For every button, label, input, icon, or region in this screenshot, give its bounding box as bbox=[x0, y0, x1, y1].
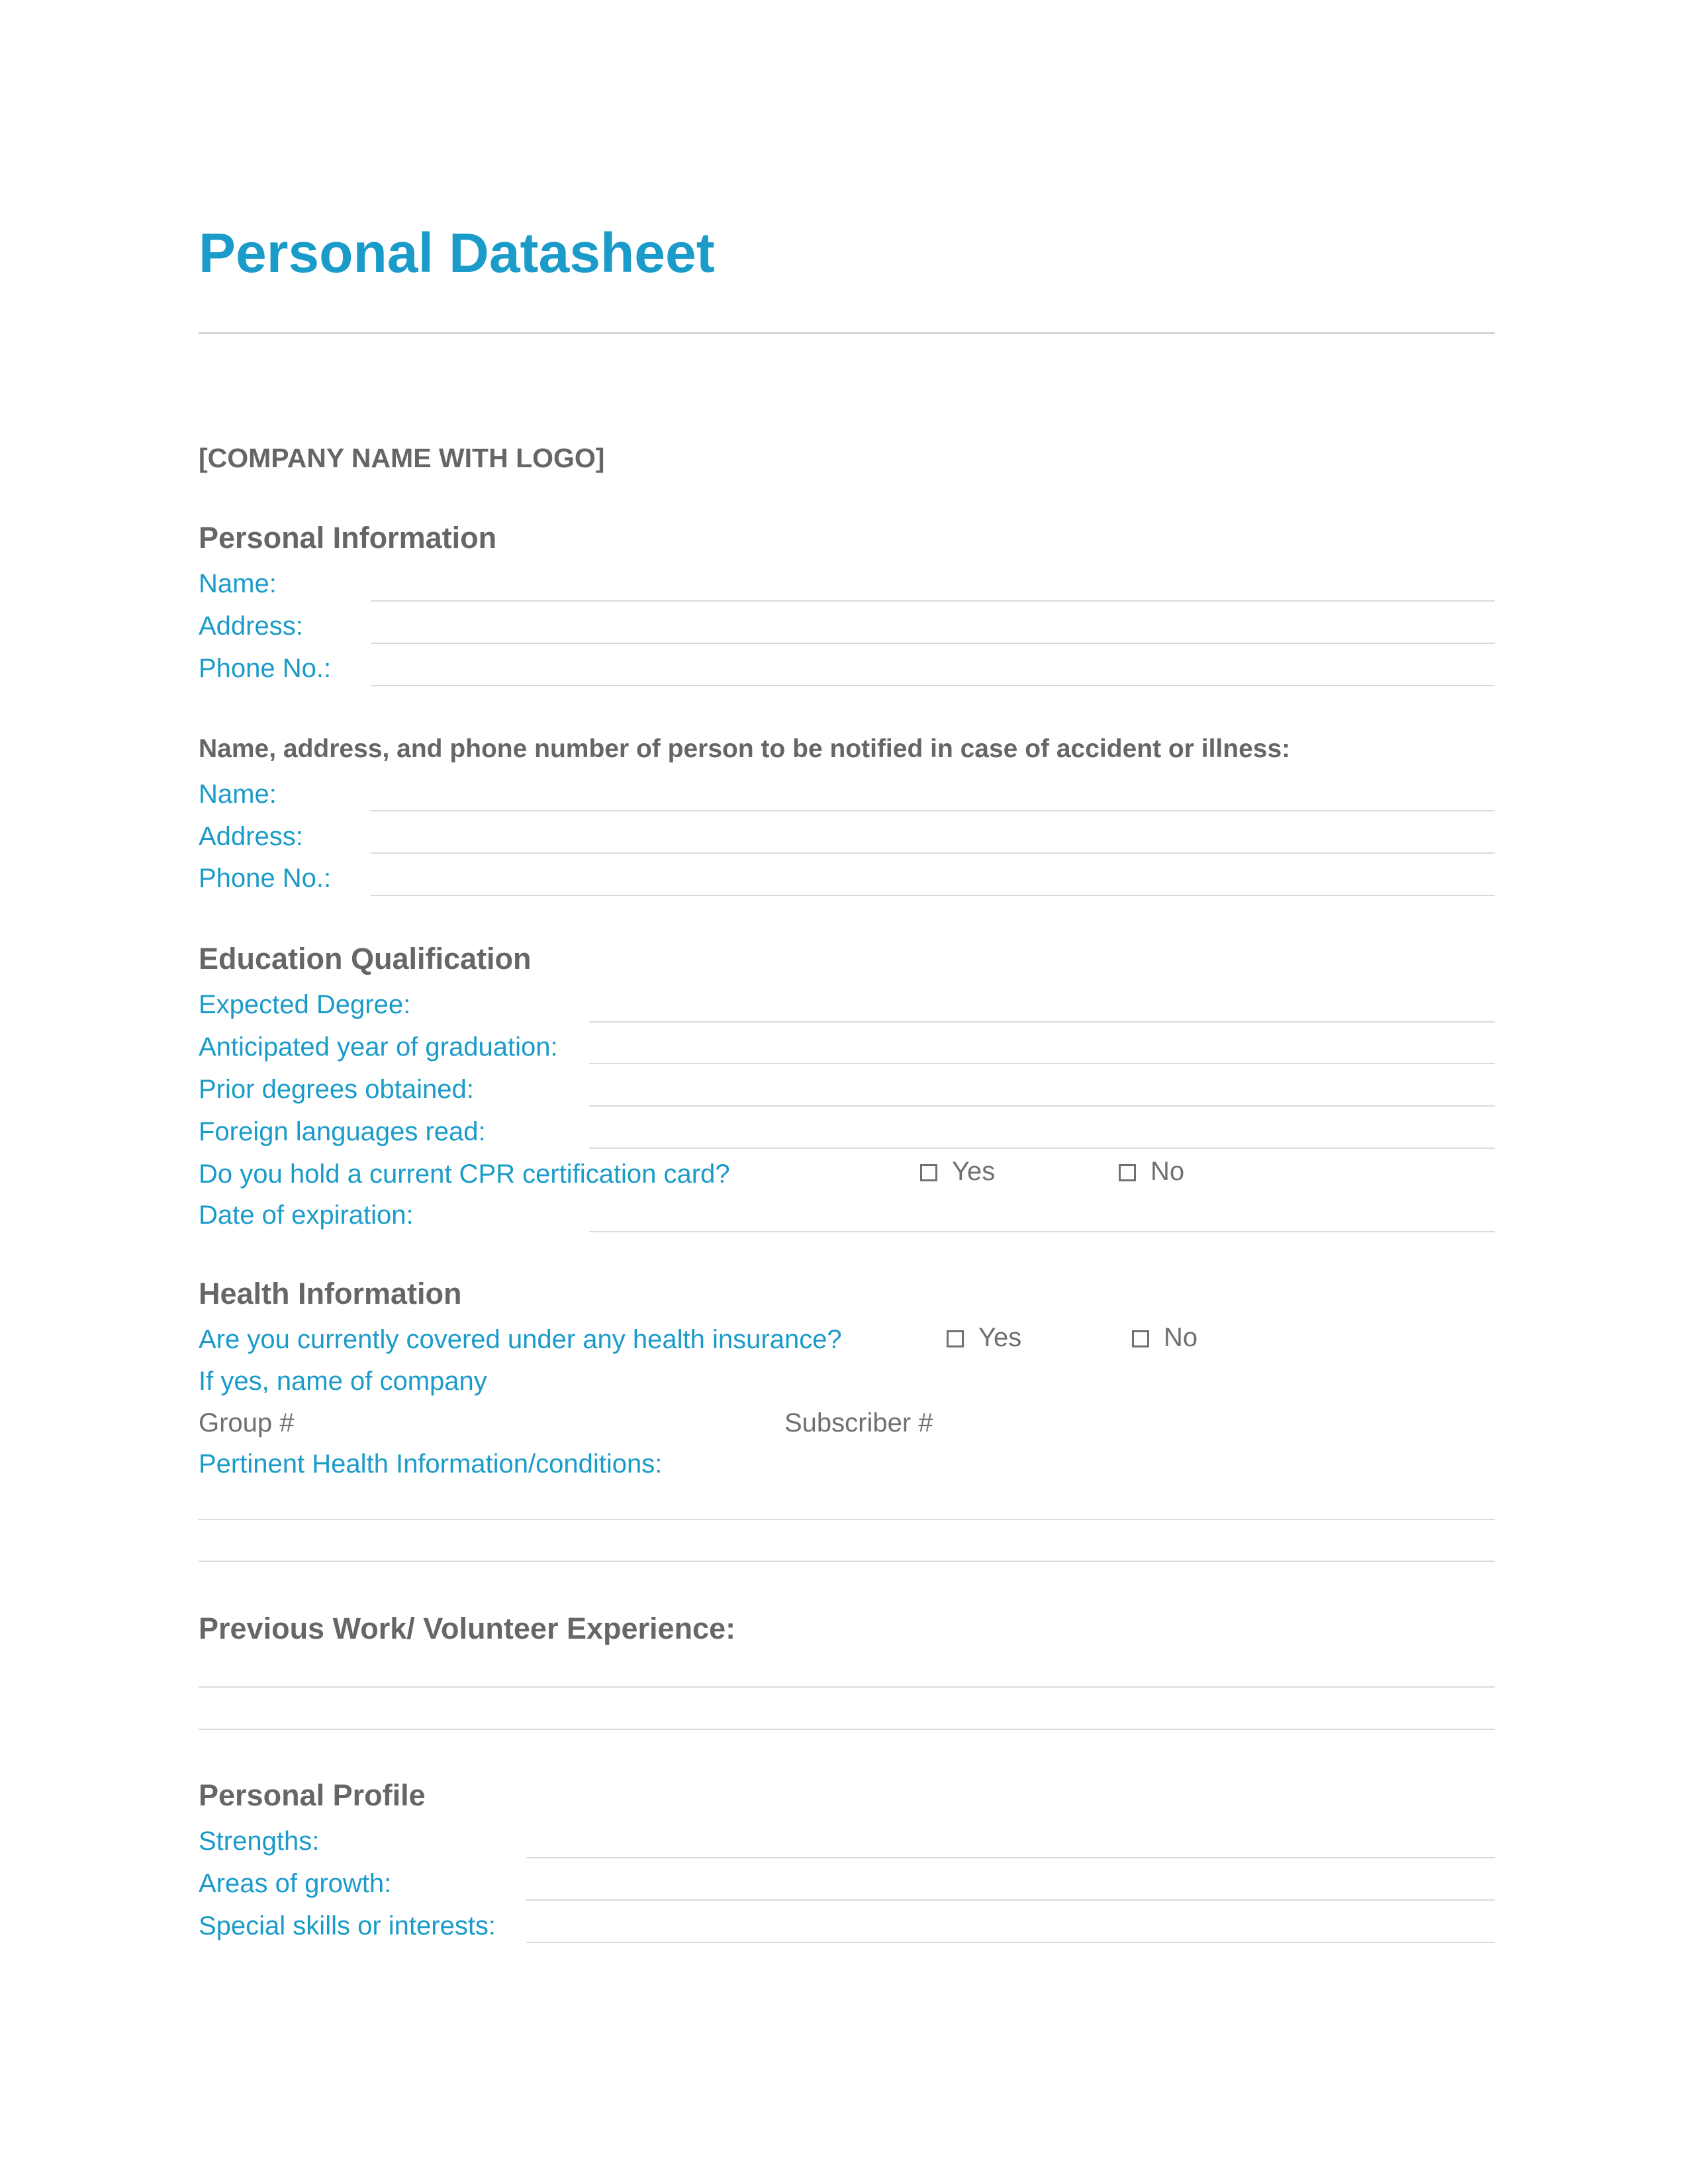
expected-degree-field[interactable] bbox=[589, 1021, 1495, 1023]
strengths-field[interactable] bbox=[526, 1857, 1495, 1858]
cpr-question-label: Do you hold a current CPR certification card? bbox=[199, 1160, 730, 1189]
work-experience-line-2[interactable] bbox=[199, 1729, 1495, 1730]
checkbox-icon[interactable] bbox=[1119, 1164, 1136, 1181]
title-divider bbox=[199, 332, 1495, 334]
prior-degrees-field[interactable] bbox=[589, 1105, 1495, 1107]
cpr-no-label: No bbox=[1150, 1157, 1185, 1186]
graduation-year-label: Anticipated year of graduation: bbox=[199, 1032, 558, 1062]
checkbox-icon[interactable] bbox=[947, 1330, 964, 1347]
company-name-placeholder: [COMPANY NAME WITH LOGO] bbox=[199, 443, 605, 473]
cpr-no-option[interactable] bbox=[1119, 1158, 1184, 1185]
personal-phone-label: Phone No.: bbox=[199, 654, 332, 683]
work-experience-line-1[interactable] bbox=[199, 1686, 1495, 1688]
personal-phone-field[interactable] bbox=[371, 685, 1495, 686]
special-skills-label: Special skills or interests: bbox=[199, 1911, 496, 1940]
insurance-yes-option[interactable] bbox=[947, 1324, 1021, 1351]
insurance-question-label: Are you currently covered under any health insurance? bbox=[199, 1325, 842, 1354]
cpr-yes-label: Yes bbox=[952, 1157, 996, 1186]
subscriber-number-label: Subscriber # bbox=[784, 1408, 933, 1437]
cpr-yes-option[interactable] bbox=[920, 1158, 995, 1185]
health-info-heading: Health Information bbox=[199, 1277, 462, 1310]
areas-of-growth-field[interactable] bbox=[526, 1899, 1495, 1901]
insurance-no-label: No bbox=[1164, 1323, 1198, 1352]
expected-degree-label: Expected Degree: bbox=[199, 990, 411, 1019]
foreign-languages-label: Foreign languages read: bbox=[199, 1117, 486, 1146]
graduation-year-field[interactable] bbox=[589, 1063, 1495, 1064]
emergency-contact-heading: Name, address, and phone number of person to be notified in case of accident or illness: bbox=[199, 735, 1291, 763]
insurance-company-label: If yes, name of company bbox=[199, 1367, 487, 1396]
health-conditions-line-1[interactable] bbox=[199, 1519, 1495, 1520]
health-conditions-line-2[interactable] bbox=[199, 1561, 1495, 1562]
education-heading: Education Qualification bbox=[199, 942, 532, 976]
emergency-name-field[interactable] bbox=[371, 810, 1495, 811]
emergency-phone-label: Phone No.: bbox=[199, 864, 332, 893]
group-number-label: Group # bbox=[199, 1408, 295, 1437]
expiration-date-field[interactable] bbox=[589, 1231, 1495, 1232]
prior-degrees-label: Prior degrees obtained: bbox=[199, 1075, 474, 1104]
foreign-languages-field[interactable] bbox=[589, 1148, 1495, 1149]
work-experience-heading: Previous Work/ Volunteer Experience: bbox=[199, 1612, 736, 1645]
checkbox-icon[interactable] bbox=[920, 1164, 937, 1181]
personal-address-field[interactable] bbox=[371, 643, 1495, 644]
health-conditions-label: Pertinent Health Information/conditions: bbox=[199, 1449, 663, 1479]
areas-of-growth-label: Areas of growth: bbox=[199, 1869, 392, 1898]
emergency-address-label: Address: bbox=[199, 822, 303, 851]
insurance-no-option[interactable] bbox=[1132, 1324, 1197, 1351]
insurance-yes-label: Yes bbox=[978, 1323, 1022, 1352]
personal-name-field[interactable] bbox=[371, 600, 1495, 602]
personal-info-heading: Personal Information bbox=[199, 521, 497, 555]
personal-name-label: Name: bbox=[199, 569, 277, 598]
page-title: Personal Datasheet bbox=[199, 222, 715, 284]
special-skills-field[interactable] bbox=[526, 1942, 1495, 1943]
emergency-name-label: Name: bbox=[199, 780, 277, 809]
personal-profile-heading: Personal Profile bbox=[199, 1778, 426, 1812]
emergency-phone-field[interactable] bbox=[371, 895, 1495, 896]
personal-address-label: Address: bbox=[199, 612, 303, 641]
emergency-address-field[interactable] bbox=[371, 852, 1495, 854]
expiration-date-label: Date of expiration: bbox=[199, 1201, 414, 1230]
strengths-label: Strengths: bbox=[199, 1827, 320, 1856]
checkbox-icon[interactable] bbox=[1132, 1330, 1149, 1347]
